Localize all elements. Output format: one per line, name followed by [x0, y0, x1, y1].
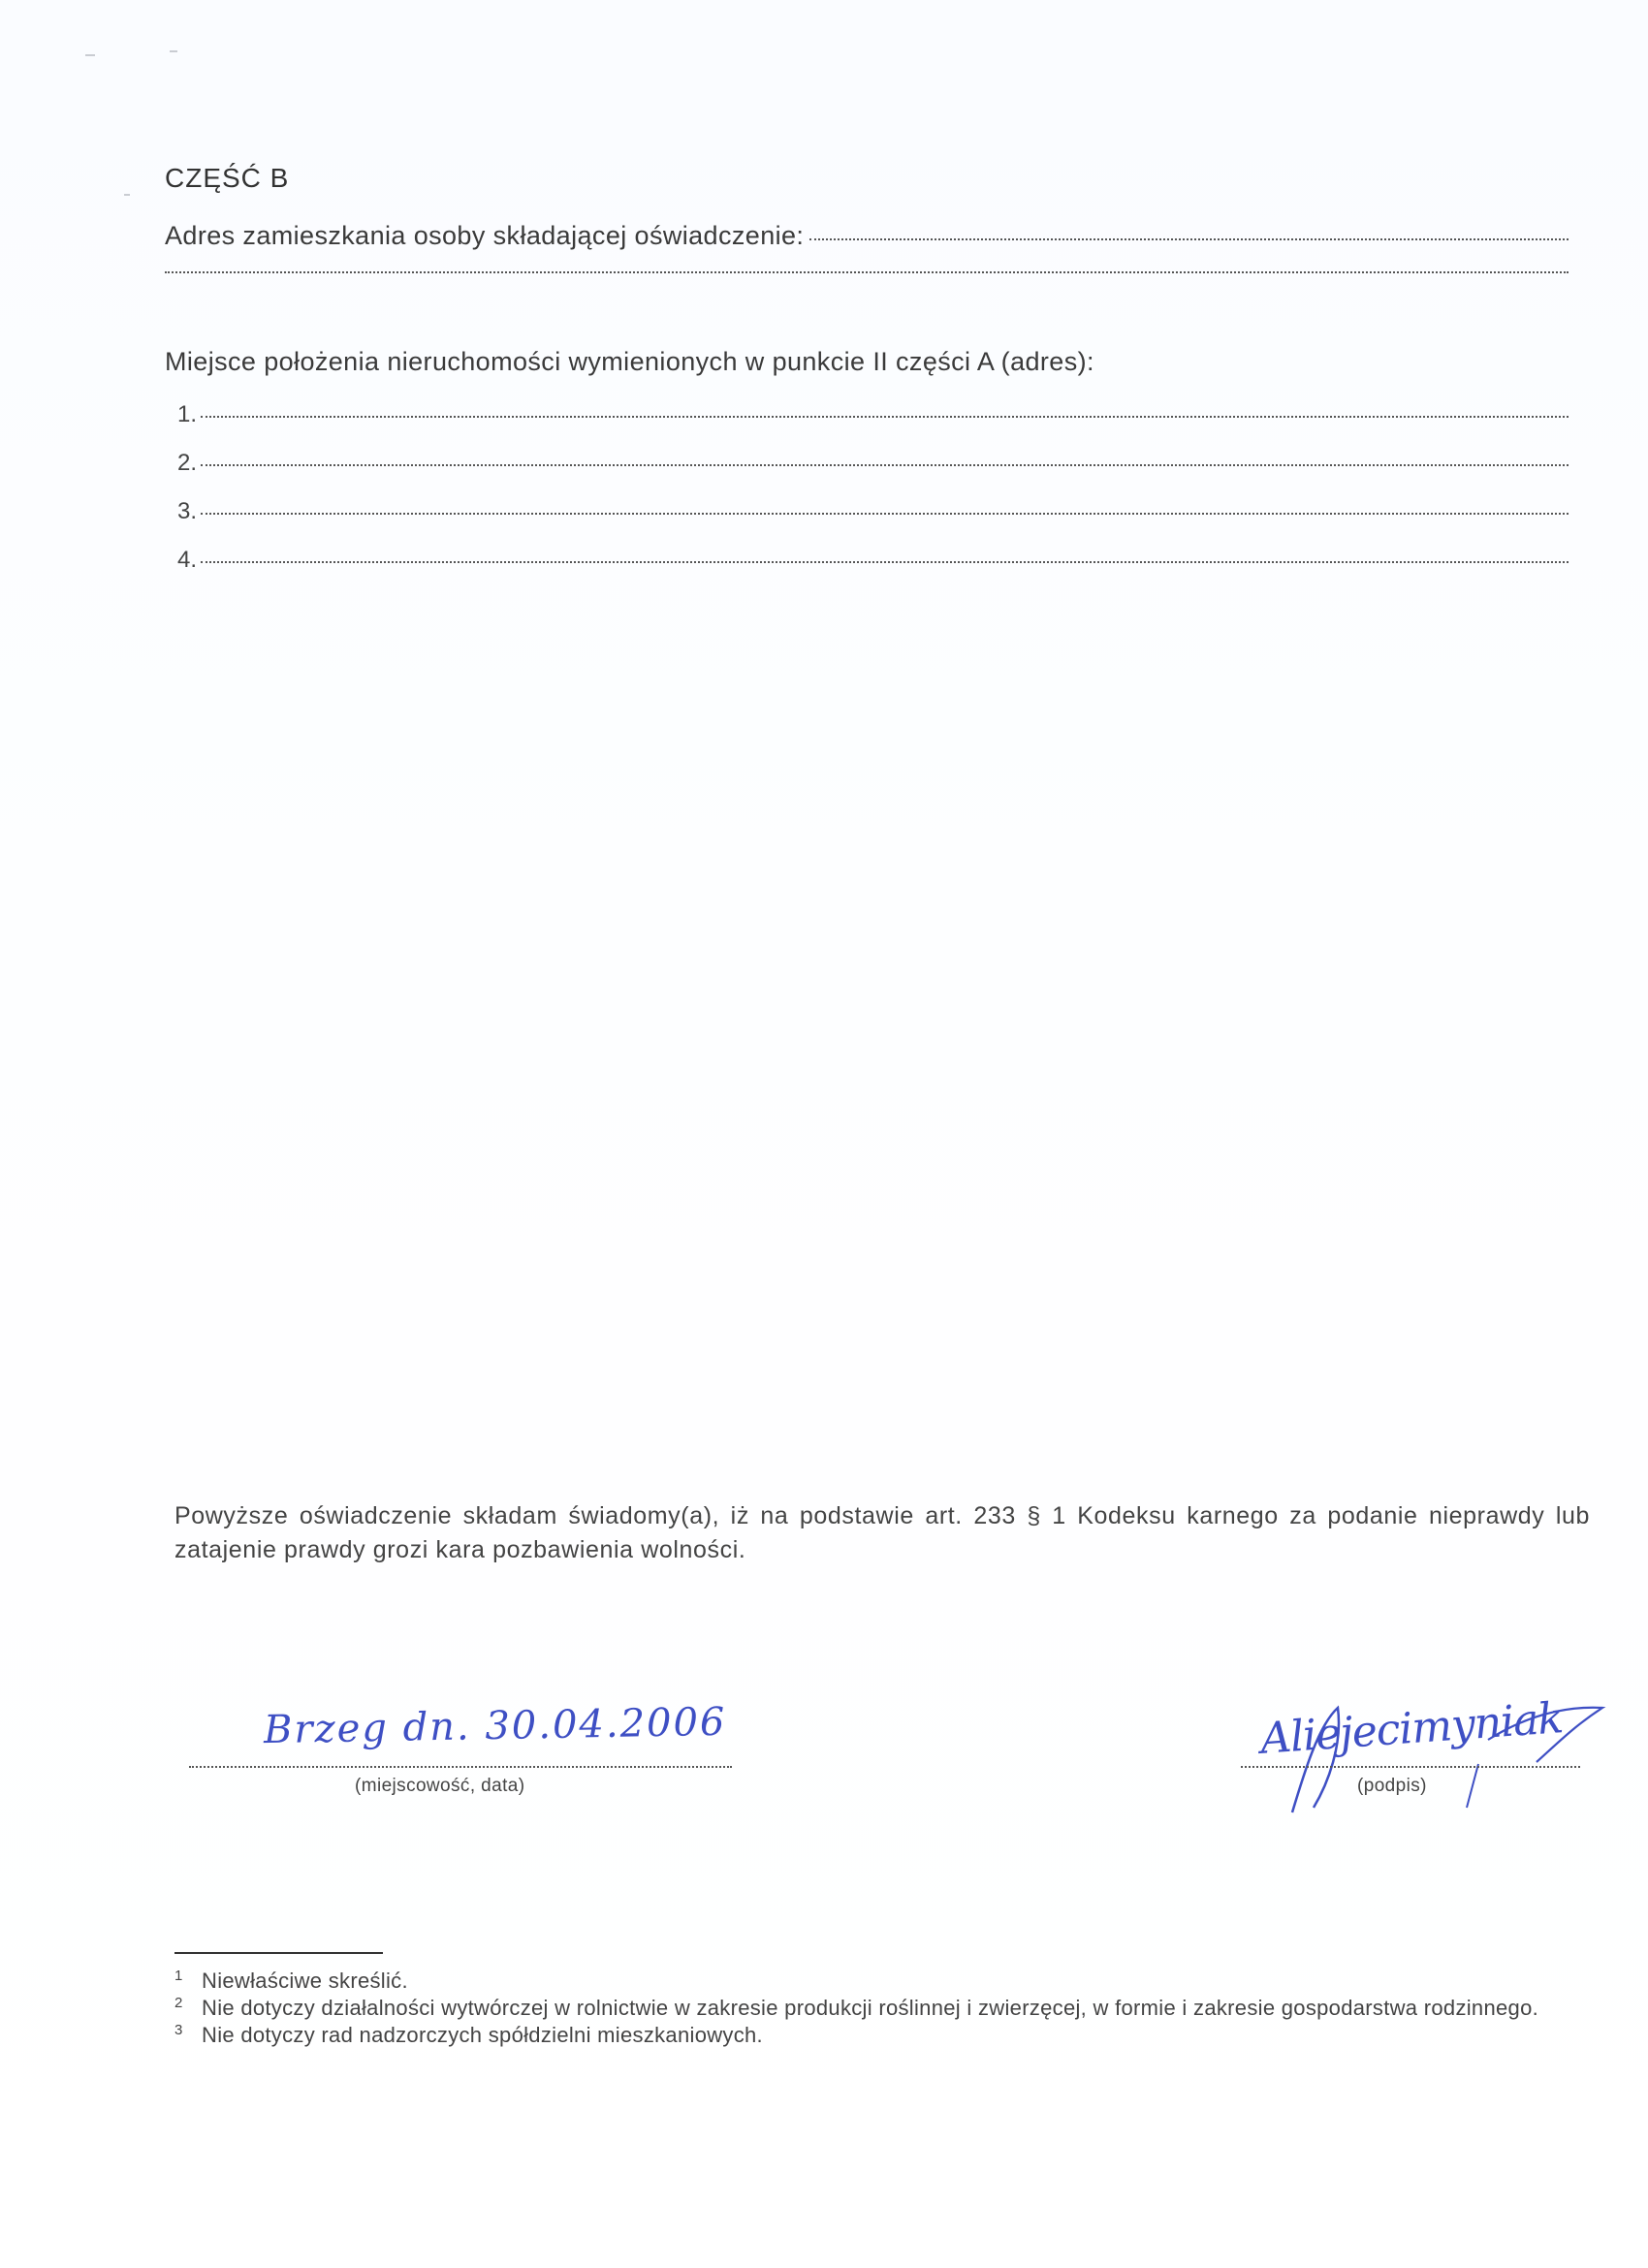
footnote-mark: 1	[174, 1968, 183, 1984]
footnote-item	[174, 1968, 1590, 1995]
dotted-fill-line	[809, 238, 1569, 240]
dotted-fill-line	[201, 561, 1569, 563]
section-title: CZĘŚĆ B	[165, 163, 290, 193]
footnote-text: Niewłaściwe skreślić.	[202, 1969, 408, 1993]
dotted-fill-line	[165, 271, 1569, 273]
footnote-item	[174, 1995, 1590, 2022]
residence-address-field-continued[interactable]	[165, 275, 1569, 295]
scan-artifact	[170, 50, 177, 52]
footnote-text: Nie dotyczy działalności wytwórczej w rolnictwie w zakresie produkcji roślinnej i zwierzęcej, w formie i zakresie gospodarstwa rodzinnego.	[202, 1996, 1539, 2020]
property-address-line[interactable]	[177, 547, 1569, 574]
footnote-divider	[174, 1952, 383, 1954]
footnote-mark: 2	[174, 1995, 183, 2011]
footnote-text: Nie dotyczy rad nadzorczych spółdzielni mieszkaniowych.	[202, 2023, 763, 2047]
list-item-number: 1.	[177, 401, 198, 427]
footnotes	[174, 1968, 1590, 2049]
list-item-number: 4.	[177, 547, 198, 573]
dotted-fill-line	[201, 513, 1569, 515]
property-address-line[interactable]	[177, 498, 1569, 525]
property-location-label: Miejsce położenia nieruchomości wymienionych w punkcie II części A (adres):	[165, 347, 1094, 376]
footnote-item	[174, 2022, 1590, 2049]
signature-flourish	[1246, 1686, 1614, 1822]
list-item-number: 3.	[177, 498, 198, 524]
place-date-line[interactable]	[189, 1766, 732, 1768]
place-date-handwritten: Brzeg dn. 30.04.2006	[263, 1699, 727, 1753]
signature-caption: (podpis)	[1357, 1776, 1427, 1796]
dotted-fill-line	[201, 464, 1569, 466]
list-item-number: 2.	[177, 450, 198, 476]
footnote-mark: 3	[174, 2022, 183, 2038]
residence-address-label: Adres zamieszkania osoby składającej oświadczenie:	[165, 221, 805, 250]
residence-address-field[interactable]	[165, 221, 1569, 251]
declaration-statement: Powyższe oświadczenie składam świadomy(a), iż na podstawie art. 233 § 1 Kodeksu karnego za podanie nieprawdy lub zatajenie prawdy grozi kara pozbawienia wolności.	[174, 1502, 1590, 1563]
property-address-line[interactable]	[177, 450, 1569, 477]
property-address-line[interactable]	[177, 401, 1569, 428]
scan-artifact	[124, 194, 130, 196]
signature-handwritten: Aliejecimyniak	[1258, 1693, 1565, 1764]
place-date-caption: (miejscowość, data)	[355, 1776, 525, 1796]
scan-artifact	[85, 54, 95, 56]
dotted-fill-line	[201, 416, 1569, 418]
signature-line[interactable]	[1241, 1766, 1580, 1768]
property-location-heading	[165, 347, 1569, 377]
